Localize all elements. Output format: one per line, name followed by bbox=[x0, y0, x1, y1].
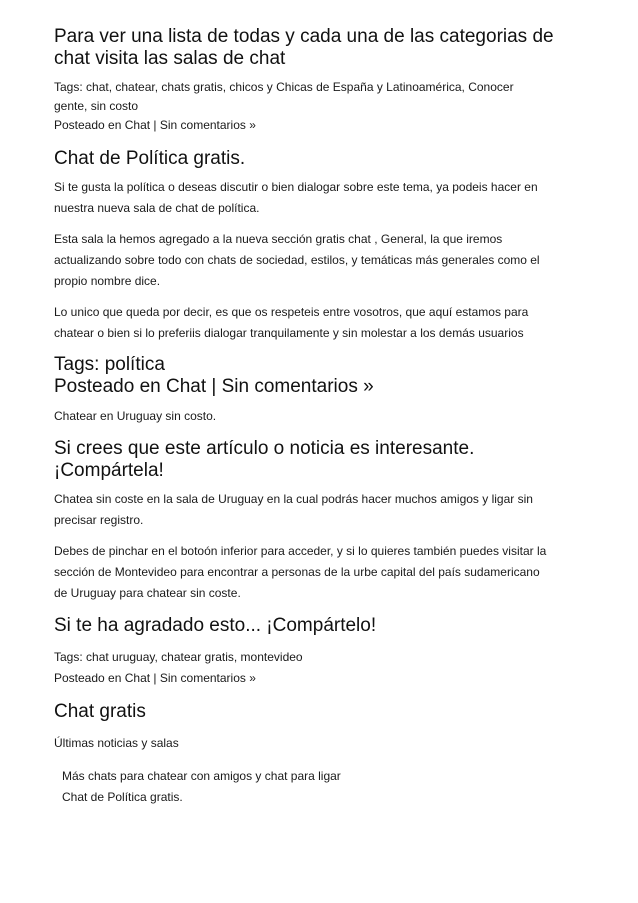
politica-paragraph-2 bbox=[54, 229, 594, 292]
uruguay-paragraph-2-line-2: sección de Montevideo para encontrar a personas de la urbe capital del país sudamericano bbox=[54, 565, 540, 579]
document-page bbox=[54, 26, 594, 808]
intro-tags-line-1[interactable]: Tags: chat, chatear, chats gratis, chicos y Chicas de España y Latinoamérica, Conocer bbox=[54, 80, 514, 94]
uruguay-paragraph-2 bbox=[54, 541, 594, 604]
uruguay-share-heading bbox=[54, 438, 594, 482]
intro-heading-line-1: Para ver una lista de todas y cada una de las categorias de bbox=[54, 26, 554, 47]
politica-post bbox=[54, 148, 594, 398]
sidebar-list-item[interactable]: Chat de Política gratis. bbox=[62, 790, 183, 804]
intro-tags-line-2[interactable]: gente, sin costo bbox=[54, 99, 139, 113]
politica-paragraph-3 bbox=[54, 302, 594, 344]
intro-tags bbox=[54, 78, 594, 116]
uruguay-paragraph-2-line-3: de Uruguay para chatear sin coste. bbox=[54, 586, 241, 600]
sidebar-list-item[interactable]: Más chats para chatear con amigos y chat para ligar bbox=[62, 769, 341, 783]
politica-paragraph-3-line-2: chatear o bien si lo preferiis dialogar tranquilamente y sin molestar a los demás usuarios bbox=[54, 326, 524, 340]
uruguay-post bbox=[54, 406, 594, 689]
politica-paragraph-2-line-3: propio nombre dice. bbox=[54, 274, 161, 288]
uruguay-tags[interactable]: Tags: chat uruguay, chatear gratis, montevideo bbox=[54, 650, 303, 664]
sidebar-title: Chat gratis bbox=[54, 701, 146, 722]
sidebar-section bbox=[54, 701, 594, 808]
politica-tags[interactable]: Tags: política bbox=[54, 354, 165, 375]
uruguay-share-heading-line-1: Si crees que este artículo o noticia es interesante. bbox=[54, 438, 475, 459]
uruguay-paragraph-2-line-1: Debes de pinchar en el botoón inferior para acceder, y si lo quieres también puedes visitar la bbox=[54, 544, 547, 558]
politica-title[interactable]: Chat de Política gratis. bbox=[54, 148, 246, 169]
uruguay-posted-link[interactable]: Posteado en Chat | Sin comentarios » bbox=[54, 671, 256, 685]
uruguay-share-heading-line-2: ¡Compártela! bbox=[54, 460, 164, 481]
uruguay-paragraph-1-line-1: Chatea sin coste en la sala de Uruguay en la cual podrás hacer muchos amigos y ligar sin bbox=[54, 492, 533, 506]
politica-paragraph-3-line-1: Lo unico que queda por decir, es que os respeteis entre vosotros, que aquí estamos para bbox=[54, 305, 529, 319]
politica-paragraph-1-line-1: Si te gusta la política o deseas discutir o bien dialogar sobre este tema, ya podeis hacer en bbox=[54, 180, 538, 194]
politica-paragraph-1-line-2: nuestra nueva sala de chat de política. bbox=[54, 201, 260, 215]
sidebar-list bbox=[54, 766, 594, 808]
uruguay-title[interactable]: Chatear en Uruguay sin costo. bbox=[54, 409, 217, 423]
intro-heading bbox=[54, 26, 594, 70]
uruguay-paragraph-1 bbox=[54, 489, 594, 531]
uruguay-share-heading-2: Si te ha agradado esto... ¡Compártelo! bbox=[54, 615, 377, 636]
politica-posted-link[interactable]: Posteado en Chat | Sin comentarios » bbox=[54, 376, 374, 397]
uruguay-paragraph-1-line-2: precisar registro. bbox=[54, 513, 144, 527]
sidebar-subtitle: Últimas noticias y salas bbox=[54, 736, 179, 750]
politica-paragraph-2-line-2: actualizando sobre todo con chats de sociedad, estilos, y temáticas más generales como el bbox=[54, 253, 540, 267]
intro-posted-link[interactable]: Posteado en Chat | Sin comentarios » bbox=[54, 118, 256, 132]
intro-heading-line-2: chat visita las salas de chat bbox=[54, 48, 286, 69]
intro-section bbox=[54, 26, 594, 135]
politica-paragraph-2-line-1: Esta sala la hemos agregado a la nueva sección gratis chat , General, la que iremos bbox=[54, 232, 503, 246]
politica-paragraph-1 bbox=[54, 177, 594, 219]
